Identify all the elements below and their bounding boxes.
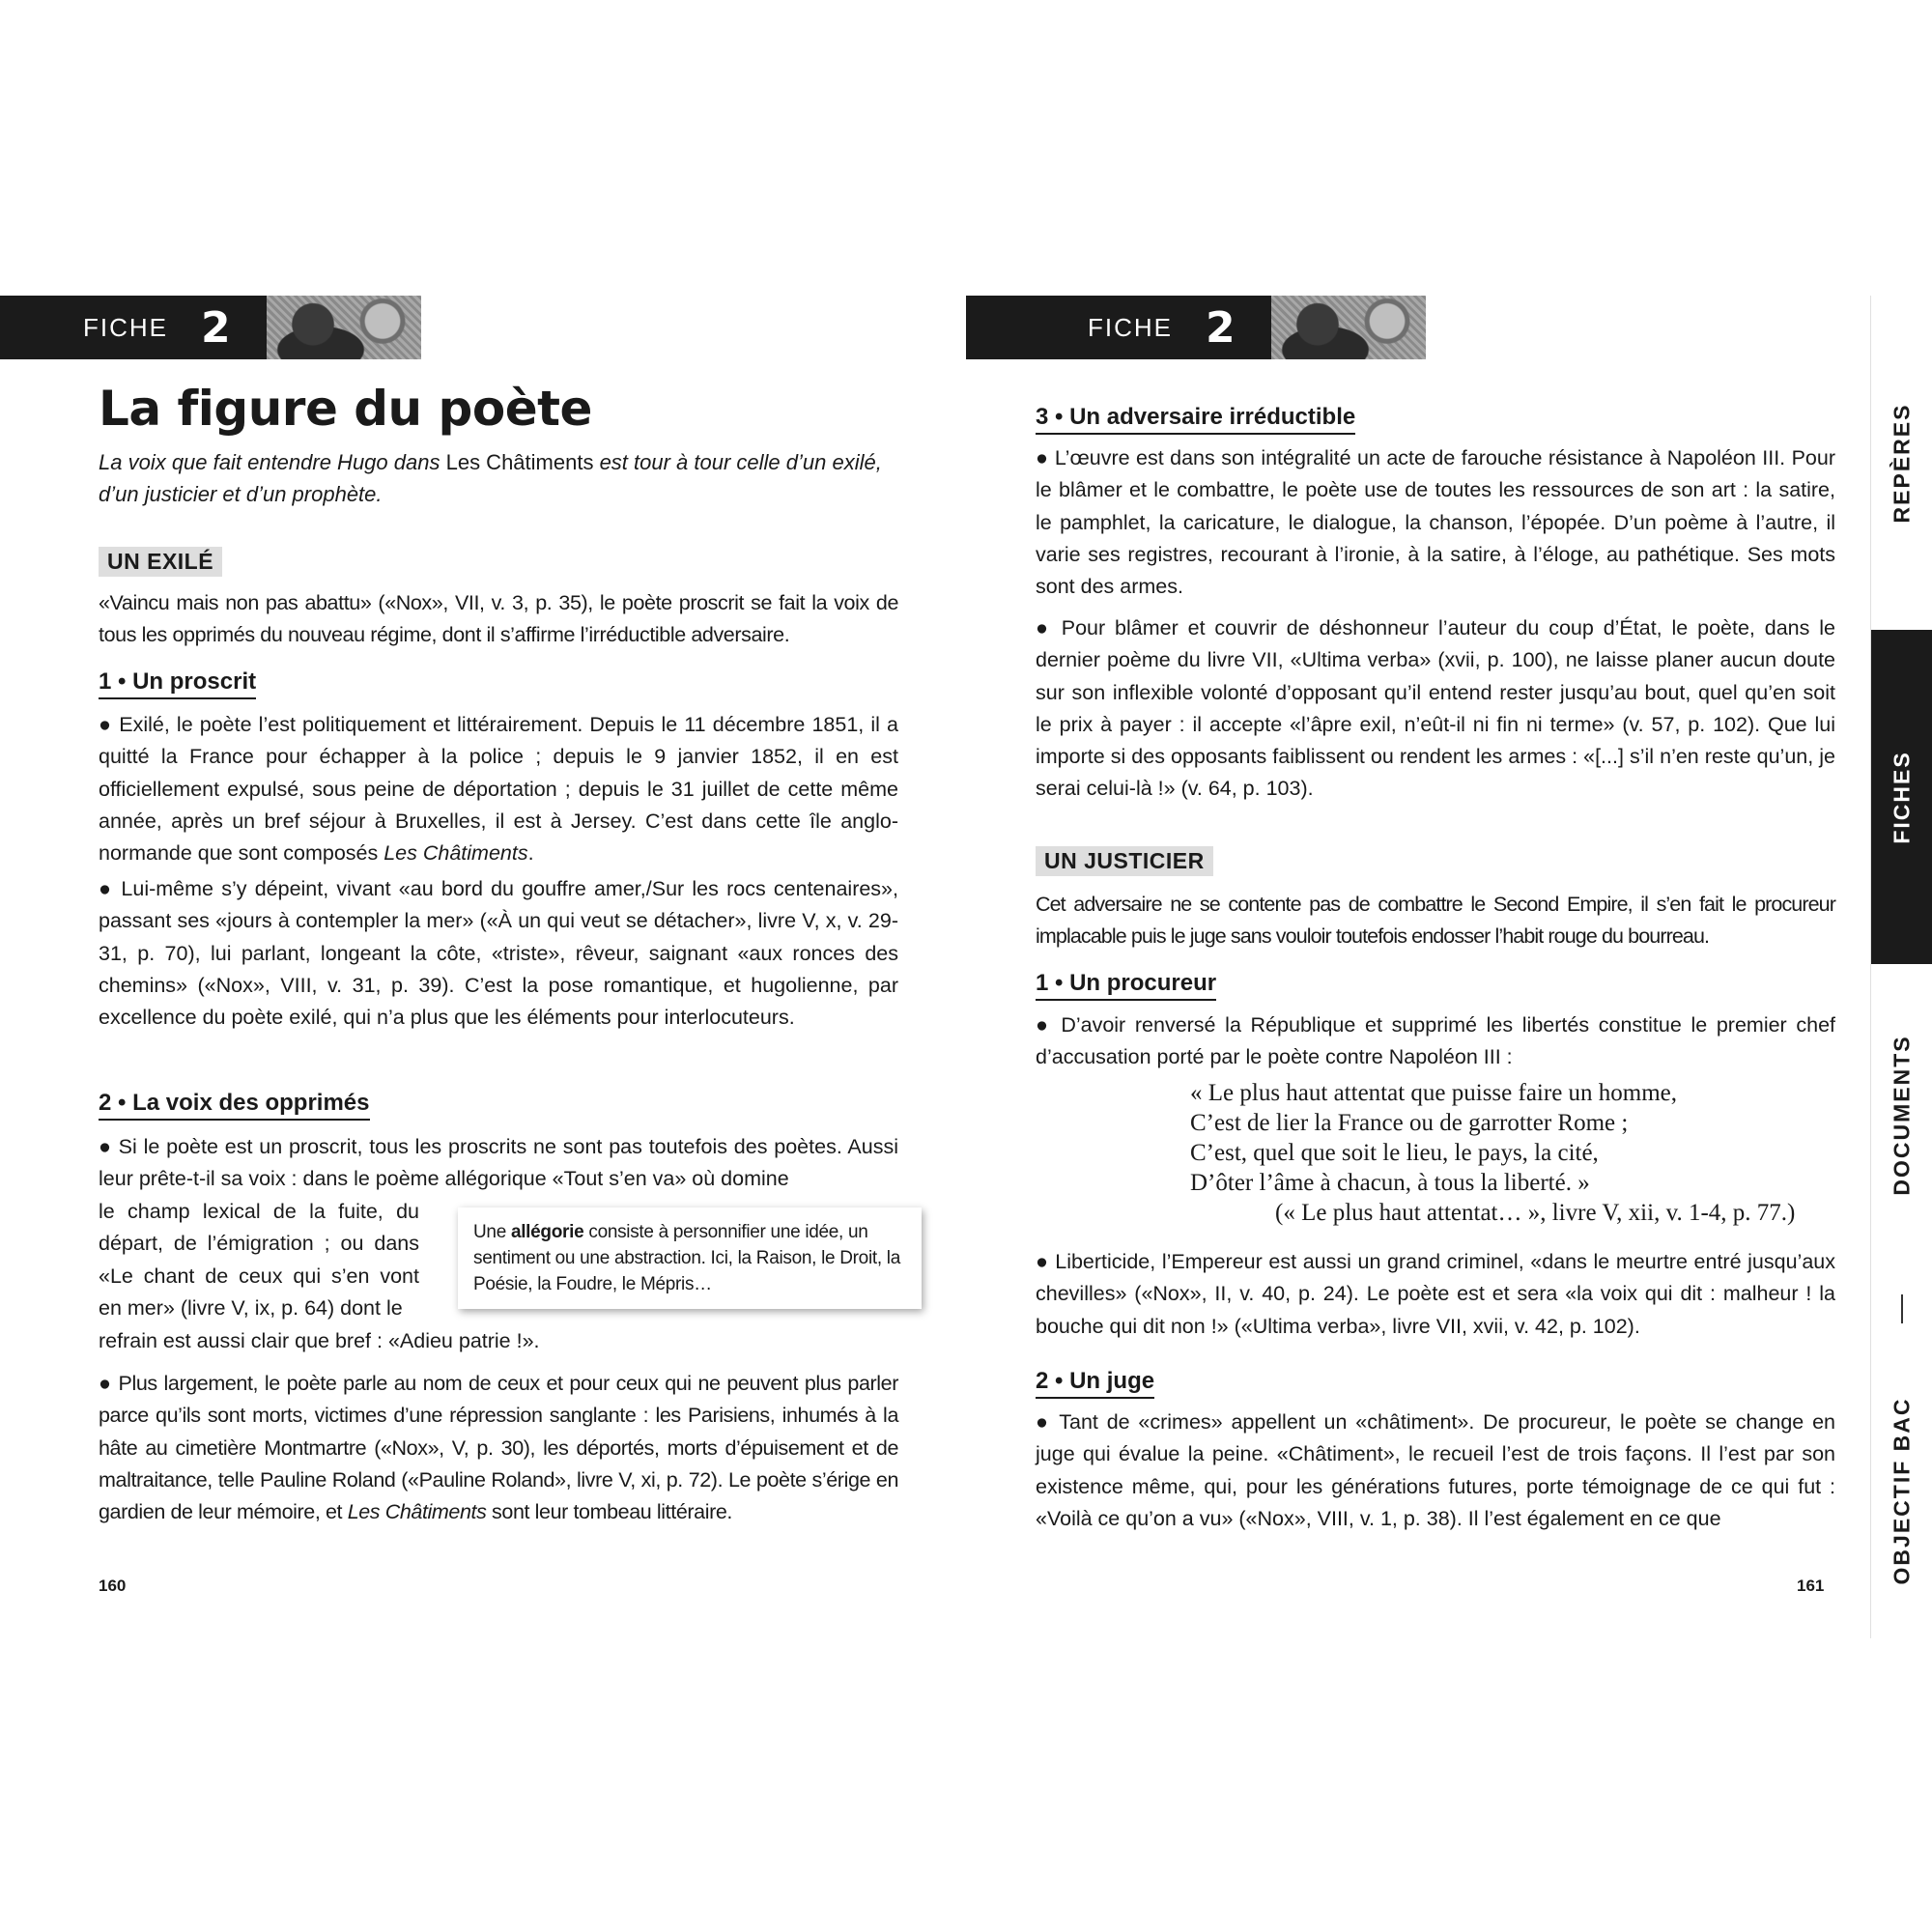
definition-part: consiste à personnifier une idée, un sentiment ou une abstraction. Ici, la Raison, le Droit, la Poésie, la Foudre, le Mépris…: [473, 1222, 900, 1294]
work-title: Les Châtiments: [347, 1500, 487, 1524]
paragraph: [99, 709, 898, 869]
tab-reperes[interactable]: [1871, 296, 1932, 630]
tab-label: DOCUMENTS: [1889, 1034, 1915, 1196]
fiche-label: FICHE: [83, 312, 168, 342]
subheading: 3 • Un adversaire irréductible: [1036, 404, 1355, 435]
verse-line: « Le plus haut attentat que puisse faire un homme,: [1190, 1080, 1678, 1106]
tab-divider: [1901, 1294, 1903, 1323]
verse-line: C’est, quel que soit le lieu, le pays, la cité,: [1190, 1140, 1599, 1166]
paragraph: ● D’avoir renversé la République et supprimé les libertés constitue le premier chef d’accusation porté par le poète contre Napoléon III :: [1036, 1013, 1835, 1069]
intro-part: La voix que fait entendre Hugo dans: [99, 450, 446, 474]
fiche-header: [0, 296, 267, 359]
paragraph: ● Lui-même s’y dépeint, vivant «au bord du gouffre amer,/Sur les rocs centenaires», passant ses «jours à contempler la mer» («À un qui veut se détacher», livre V, x, v. 29-31, p. 70), lui parlant, longeant la côte, «triste», rêveur, saignant «aux ronces des chemins» («Nox», VIII, v. 31, p. 39). C’est la pose romantique, et hugolienne, par excellence du poète exilé, qui n’a plus que les éléments pour interlocuteurs.: [99, 877, 898, 1030]
work-title: Les Châtiments: [384, 841, 528, 866]
paragraph-part: ● Exilé, le poète l’est politiquement et littérairement. Depuis le 11 décembre 1851, il a quitté la France pour échapper à la police ; depuis le 9 janvier 1852, il en est officiellement expulsé, sous peine de déportation ; depuis le 31 juillet de cette même année, après un bref séjour à Bruxelles, il est à Jersey. C’est dans cette île anglo-normande que sont composés: [99, 713, 898, 866]
subheading: 2 • La voix des opprimés: [99, 1090, 370, 1121]
section-label-justicier: UN JUSTICIER: [1036, 846, 1213, 876]
intro-text: [99, 446, 896, 510]
paragraph: refrain est aussi clair que bref : «Adieu patrie !».: [99, 1329, 540, 1352]
verse-line: D’ôter l’âme à chacun, à tous la liberté. »: [1190, 1170, 1590, 1196]
paragraph: ● Si le poète est un proscrit, tous les proscrits ne sont pas toutefois des poètes. Aussi leur prête-t-il sa voix : dans le poème allégorique «Tout s’en va» où domine: [99, 1135, 898, 1191]
tab-label: FICHES: [1889, 750, 1915, 844]
paragraph: ● L’œuvre est dans son intégralité un acte de farouche résistance à Napoléon III. Pour le blâmer et le combattre, le poète use de toutes les ressources de son art : la satire, le pamphlet, la caricature, le dialogue, la chanson, l’épopée. D’un poème à l’autre, il varie ses registres, recourant à l’ironie, à la satire, à l’éloge, au pathétique. Ses mots sont des armes.: [1036, 446, 1835, 599]
section-text: Cet adversaire ne se contente pas de combattre le Second Empire, il s’en fait le procureur implacable puis le juge sans vouloir toutefois endosser l’habit rouge du bourreau.: [1036, 893, 1835, 949]
page-number: 160: [99, 1577, 127, 1595]
tab-documents[interactable]: [1871, 964, 1932, 1265]
subheading: 1 • Un proscrit: [99, 668, 256, 699]
tab-fiches[interactable]: [1871, 630, 1932, 964]
tab-objectif-bac[interactable]: [1871, 1343, 1932, 1638]
paragraph: ● Pour blâmer et couvrir de déshonneur l’auteur du coup d’État, le poète, dans le dernier poème du livre VII, «Ultima verba» (xvii, p. 100), ne laisse planer aucun doute sur son inflexible volonté d’opposant qu’il entend rester jusqu’au bout, quel qu’en soit le prix à payer : il accepte «l’âpre exil, n’eût-il ni fin ni terme» (v. 57, p. 102). Que lui importe si des opposants faiblissent ou rendent les armes : «[...] s’il n’en reste qu’un, je serai celui-là !» (v. 64, p. 103).: [1036, 616, 1835, 801]
paragraph: [99, 1368, 898, 1528]
subheading: 1 • Un procureur: [1036, 970, 1216, 1001]
paragraph-part: ● Plus largement, le poète parle au nom de ceux et pour ceux qui ne peuvent plus parler parce qu’ils sont morts, victimes d’une répression sanglante : les Parisiens, inhumés à la hâte au cimetière Montmartre («Nox», V, p. 30), les déportés, morts d’épuisement et de maltraitance, telle Pauline Roland («Pauline Roland», livre V, xi, p. 72). Le poète s’érige en gardien de leur mémoire, et: [99, 1372, 898, 1524]
paragraph: ● Liberticide, l’Empereur est aussi un grand criminel, «dans le meurtre entré jusqu’aux chevilles» («Nox», II, v. 40, p. 24). Le poète est et sera «la voix qui dit : malheur ! la bouche qui dit non !» («Ultima verba», livre VII, xvii, v. 42, p. 102).: [1036, 1250, 1835, 1338]
tab-label: REPÈRES: [1889, 403, 1915, 523]
header-photo: [267, 296, 421, 359]
section-text: «Vaincu mais non pas abattu» («Nox», VII, v. 3, p. 35), le poète proscrit se fait la voix de tous les opprimés du nouveau régime, dont il s’affirme l’irréductible adversaire.: [99, 591, 898, 647]
verse-line: C’est de lier la France ou de garrotter Rome ;: [1190, 1110, 1629, 1136]
fiche-number: 2: [1206, 302, 1236, 353]
intro-work-title: Les Châtiments: [445, 450, 594, 474]
header-photo: [1271, 296, 1426, 359]
paragraph: ● Tant de «crimes» appellent un «châtiment». De procureur, le poète se change en juge qui évalue la peine. «Châtiment», le recueil l’est de trois façons. Il l’est par son existence même, qui, pour les générations futures, porte témoignage de ce qui fut : «Voilà ce qu’on a vu» («Nox», VIII, v. 1, p. 38). Il l’est également en ce que: [1036, 1410, 1835, 1530]
definition-box: [458, 1208, 922, 1309]
page-number: 161: [1797, 1577, 1825, 1595]
section-label-exile: UN EXILÉ: [99, 547, 222, 577]
intro-part: est tour à tour celle d’un exilé, d’un justicier et d’un prophète.: [99, 450, 882, 506]
paragraph-part: sont leur tombeau littéraire.: [486, 1500, 732, 1524]
fiche-number: 2: [201, 302, 231, 353]
subheading: 2 • Un juge: [1036, 1368, 1154, 1399]
definition-part: Une: [473, 1222, 511, 1242]
side-tabs: [1870, 296, 1932, 1638]
paragraph: le champ lexical de la fuite, du départ, de l’émigration ; ou dans «Le chant de ceux qui s’en vont en mer» (livre V, ix, p. 64) dont le: [99, 1200, 419, 1320]
definition-term: allégorie: [510, 1222, 584, 1242]
fiche-label: FICHE: [1088, 312, 1173, 342]
page-title: La figure du poète: [99, 381, 592, 437]
paragraph-part: .: [527, 841, 534, 866]
tab-label: OBJECTIF BAC: [1889, 1397, 1915, 1584]
fiche-header: [966, 296, 1271, 359]
verse-reference: (« Le plus haut attentat… », livre V, xii, v. 1-4, p. 77.): [1275, 1200, 1796, 1226]
left-page: [0, 0, 927, 1932]
verse-quote: [1190, 1078, 1795, 1228]
